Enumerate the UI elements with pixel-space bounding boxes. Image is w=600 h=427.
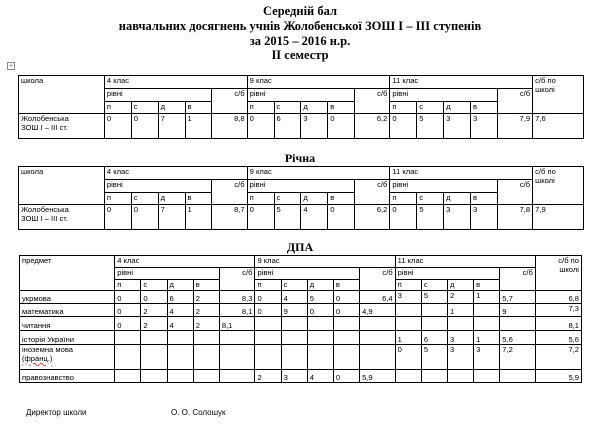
subject-label-2: (франц.) (22, 354, 53, 363)
levels-header: рівні (390, 89, 498, 102)
subject-cell (20, 331, 115, 345)
avg-cell: 8,7 (212, 205, 247, 230)
school-header: школа (19, 76, 105, 114)
level-s: с (417, 102, 444, 114)
avg-cell: 6,2 (355, 205, 390, 230)
value-cell: 2 (141, 304, 167, 317)
level-p: п (115, 280, 141, 291)
value-cell: 1 (395, 331, 421, 345)
level-v: в (185, 102, 212, 114)
avg-cell: 5,9 (360, 370, 396, 383)
value-cell (421, 304, 447, 317)
school-avg-header-line-2: школі (535, 85, 555, 94)
level-s: с (141, 280, 167, 291)
avg-cell: 7,8 (497, 205, 532, 230)
value-cell: 0 (131, 114, 158, 139)
school-name-line-1: Жолобенська (21, 114, 69, 123)
value-cell (255, 317, 281, 331)
value-cell: 3 (471, 205, 498, 230)
avg-cell: 8,1 (219, 317, 255, 331)
avg-cell: 5,6 (500, 331, 536, 345)
semester-table (18, 75, 584, 139)
grade-4-header: 4 клас (104, 167, 247, 180)
value-cell (333, 317, 359, 331)
level-s: с (131, 193, 158, 205)
grade-9-header: 9 клас (247, 76, 390, 89)
level-d: д (307, 280, 333, 291)
value-cell: 0 (333, 304, 359, 317)
school-avg-header-line-2: школі (535, 176, 555, 185)
value-cell (167, 331, 193, 345)
value-cell (395, 304, 421, 317)
report-title-semester: ІІ семестр (271, 48, 329, 62)
value-cell: 5 (274, 205, 301, 230)
value-cell (395, 370, 421, 383)
value-cell (421, 317, 447, 331)
school-name-line-2: ЗОШ І – ІІІ ст. (21, 214, 69, 223)
level-s: с (131, 102, 158, 114)
value-cell (333, 331, 359, 345)
school-avg-header-line-2: школі (559, 265, 579, 274)
value-cell: 7 (158, 114, 185, 139)
value-cell: 2 (193, 291, 219, 304)
level-v: в (328, 102, 355, 114)
value-cell: 5 (417, 114, 444, 139)
value-cell: 2 (447, 291, 473, 304)
footer-role: Директор школи (26, 408, 87, 417)
section-dpa-title: ДПА (286, 240, 314, 254)
avg-cell: 7,2 (500, 345, 536, 370)
value-cell: 5 (417, 205, 444, 230)
level-p: п (255, 280, 281, 291)
avg-header: с/б (212, 89, 247, 114)
value-cell: 5 (421, 345, 447, 370)
value-cell: 1 (447, 304, 473, 317)
avg-cell: 6,4 (360, 291, 396, 304)
subject-cell (20, 304, 115, 317)
report-title-line-3 (0, 34, 600, 49)
value-cell: 0 (131, 205, 158, 230)
avg-cell: 7,9 (497, 114, 532, 139)
value-cell (193, 345, 219, 370)
value-cell (333, 345, 359, 370)
value-cell (255, 331, 281, 345)
value-cell: 3 (301, 114, 328, 139)
level-p: п (390, 102, 417, 114)
value-cell (115, 345, 141, 370)
school-name-line-1: Жолобенська (21, 205, 69, 214)
value-cell: 3 (447, 345, 473, 370)
value-cell: 0 (104, 205, 131, 230)
grade-11-header: 11 клас (395, 256, 535, 268)
value-cell: 6 (274, 114, 301, 139)
value-cell (307, 331, 333, 345)
grade-9-header: 9 клас (247, 167, 390, 180)
level-d: д (444, 102, 471, 114)
levels-header: рівні (395, 268, 500, 280)
value-cell: 3 (281, 370, 307, 383)
levels-header: рівні (255, 268, 360, 280)
avg-header: с/б (219, 268, 255, 291)
level-s: с (274, 193, 301, 205)
value-cell: 0 (328, 205, 355, 230)
value-cell (193, 370, 219, 383)
school-header: школа (19, 167, 105, 205)
value-cell: 3 (474, 345, 500, 370)
value-cell (307, 317, 333, 331)
avg-cell (219, 331, 255, 345)
level-p: п (247, 102, 274, 114)
avg-cell (360, 345, 396, 370)
school-avg-cell: 7,6 (533, 114, 584, 139)
avg-cell: 9 (500, 304, 536, 317)
value-cell (141, 370, 167, 383)
subject-label: правознавство (22, 373, 74, 382)
level-p: п (390, 193, 417, 205)
level-d: д (158, 102, 185, 114)
school-name-cell (19, 114, 105, 139)
school-avg-cell: 7,9 (533, 205, 584, 230)
level-d: д (158, 193, 185, 205)
value-cell (115, 370, 141, 383)
value-cell (447, 317, 473, 331)
value-cell: 2 (141, 317, 167, 331)
avg-cell (360, 317, 396, 331)
school-avg-header (533, 76, 584, 114)
value-cell: 0 (255, 304, 281, 317)
value-cell (255, 345, 281, 370)
avg-header: с/б (500, 268, 536, 291)
value-cell: 7 (158, 205, 185, 230)
level-v: в (333, 280, 359, 291)
level-v: в (474, 280, 500, 291)
level-d: д (167, 280, 193, 291)
value-cell: 2 (193, 304, 219, 317)
dpa-table (19, 255, 582, 383)
level-d: д (447, 280, 473, 291)
school-avg-cell: 5,9 (535, 370, 581, 383)
value-cell (474, 370, 500, 383)
value-cell: 4 (301, 205, 328, 230)
level-s: с (281, 280, 307, 291)
report-title-line-1: Середній бал (262, 4, 337, 18)
footer-signatory: О. О. Солошук (171, 408, 226, 417)
level-p: п (104, 193, 131, 205)
grade-9-header: 9 клас (255, 256, 395, 268)
value-cell: 3 (444, 205, 471, 230)
avg-cell: 4,9 (360, 304, 396, 317)
level-p: п (395, 280, 421, 291)
value-cell: 0 (247, 205, 274, 230)
value-cell (281, 345, 307, 370)
avg-cell (219, 370, 255, 383)
value-cell: 6 (421, 331, 447, 345)
value-cell: 0 (328, 114, 355, 139)
value-cell: 3 (471, 114, 498, 139)
report-title-line-2: навчальних досягнень учнів Жолобенської ЗОШ І – ІІІ ступенів (118, 19, 482, 33)
subject-cell (20, 317, 115, 331)
value-cell: 0 (390, 205, 417, 230)
value-cell: 0 (115, 304, 141, 317)
value-cell (193, 331, 219, 345)
value-cell: 0 (104, 114, 131, 139)
value-cell (281, 331, 307, 345)
value-cell: 0 (333, 291, 359, 304)
levels-header: рівні (247, 180, 355, 193)
value-cell (474, 304, 500, 317)
value-cell: 3 (444, 114, 471, 139)
school-avg-cell: 8,1 (535, 317, 581, 331)
value-cell: 4 (167, 304, 193, 317)
value-cell (474, 317, 500, 331)
value-cell (421, 370, 447, 383)
report-title-year: за 2015 – 2016 н.р. (249, 34, 351, 48)
grade-11-header: 11 клас (390, 76, 533, 89)
annual-table (18, 166, 584, 230)
school-avg-header (533, 167, 584, 205)
grade-4-header: 4 клас (115, 256, 255, 268)
subject-label: математика (22, 307, 64, 316)
avg-header: с/б (497, 180, 532, 205)
section-annual-title: Річна (284, 151, 316, 165)
level-v: в (185, 193, 212, 205)
avg-cell (500, 370, 536, 383)
levels-header: рівні (390, 180, 498, 193)
school-avg-cell: 5,6 (535, 331, 581, 345)
level-v: в (328, 193, 355, 205)
avg-header: с/б (355, 89, 390, 114)
value-cell: 3 (447, 331, 473, 345)
value-cell: 5 (307, 291, 333, 304)
value-cell: 4 (307, 370, 333, 383)
avg-cell (500, 317, 536, 331)
value-cell: 0 (115, 291, 141, 304)
subject-label: історія України (22, 335, 75, 344)
value-cell: 1 (185, 114, 212, 139)
value-cell (141, 331, 167, 345)
level-s: с (417, 193, 444, 205)
avg-header: с/б (212, 180, 247, 205)
level-d: д (444, 193, 471, 205)
value-cell: 2 (255, 370, 281, 383)
value-cell (167, 370, 193, 383)
level-v: в (471, 193, 498, 205)
value-cell (115, 331, 141, 345)
level-s: с (274, 102, 301, 114)
avg-cell: 5,7 (500, 291, 536, 304)
grade-11-header: 11 клас (390, 167, 533, 180)
level-p: п (247, 193, 274, 205)
value-cell (447, 370, 473, 383)
value-cell (307, 345, 333, 370)
value-cell: 1 (474, 331, 500, 345)
avg-cell (360, 331, 396, 345)
value-cell: 2 (193, 317, 219, 331)
value-cell: 0 (395, 345, 421, 370)
table-move-handle-icon[interactable]: + (8, 63, 14, 69)
levels-header: рівні (104, 89, 212, 102)
subject-cell (20, 291, 115, 304)
school-name-cell (19, 205, 105, 230)
school-avg-cell: 7,2 (535, 345, 581, 370)
school-name-line-2: ЗОШ І – ІІІ ст. (21, 123, 69, 132)
avg-cell (219, 345, 255, 370)
value-cell: 6 (167, 291, 193, 304)
grade-4-header: 4 клас (104, 76, 247, 89)
school-avg-cell: 6,8 (535, 291, 581, 304)
levels-header: рівні (247, 89, 355, 102)
value-cell: 1 (185, 205, 212, 230)
level-p: п (104, 102, 131, 114)
avg-header: с/б (360, 268, 396, 291)
value-cell: 0 (247, 114, 274, 139)
subject-header: предмет (20, 256, 115, 291)
avg-cell: 8,3 (219, 291, 255, 304)
subject-label: іноземна мова (22, 345, 74, 354)
value-cell: 0 (115, 317, 141, 331)
value-cell: 0 (333, 370, 359, 383)
school-avg-header (535, 256, 581, 291)
levels-header: рівні (104, 180, 212, 193)
level-s: с (421, 280, 447, 291)
subject-label: читання (22, 321, 51, 330)
value-cell: 9 (281, 304, 307, 317)
value-cell: 0 (141, 291, 167, 304)
subject-cell (20, 345, 115, 370)
school-avg-cell: 7,3 (535, 304, 581, 317)
value-cell (395, 317, 421, 331)
avg-header: с/б (355, 180, 390, 205)
level-v: в (193, 280, 219, 291)
value-cell (281, 317, 307, 331)
avg-header: с/б (497, 89, 532, 114)
subject-cell (20, 370, 115, 383)
value-cell: 1 (474, 291, 500, 304)
subject-label: укрмова (22, 294, 51, 303)
school-avg-header-line-1: с/б по (535, 167, 556, 176)
avg-cell: 8,1 (219, 304, 255, 317)
value-cell (167, 345, 193, 370)
school-avg-header-line-1: с/б по (535, 76, 556, 85)
value-cell: 5 (421, 291, 447, 304)
avg-cell: 8,8 (212, 114, 247, 139)
value-cell: 0 (307, 304, 333, 317)
level-v: в (471, 102, 498, 114)
avg-cell: 6,2 (355, 114, 390, 139)
levels-header: рівні (115, 268, 220, 280)
value-cell: 4 (281, 291, 307, 304)
school-avg-header-line-1: с/б по (558, 256, 579, 265)
value-cell: 3 (395, 291, 421, 304)
level-d: д (301, 102, 328, 114)
value-cell: 0 (390, 114, 417, 139)
value-cell: 4 (167, 317, 193, 331)
value-cell: 0 (255, 291, 281, 304)
value-cell (141, 345, 167, 370)
level-d: д (301, 193, 328, 205)
